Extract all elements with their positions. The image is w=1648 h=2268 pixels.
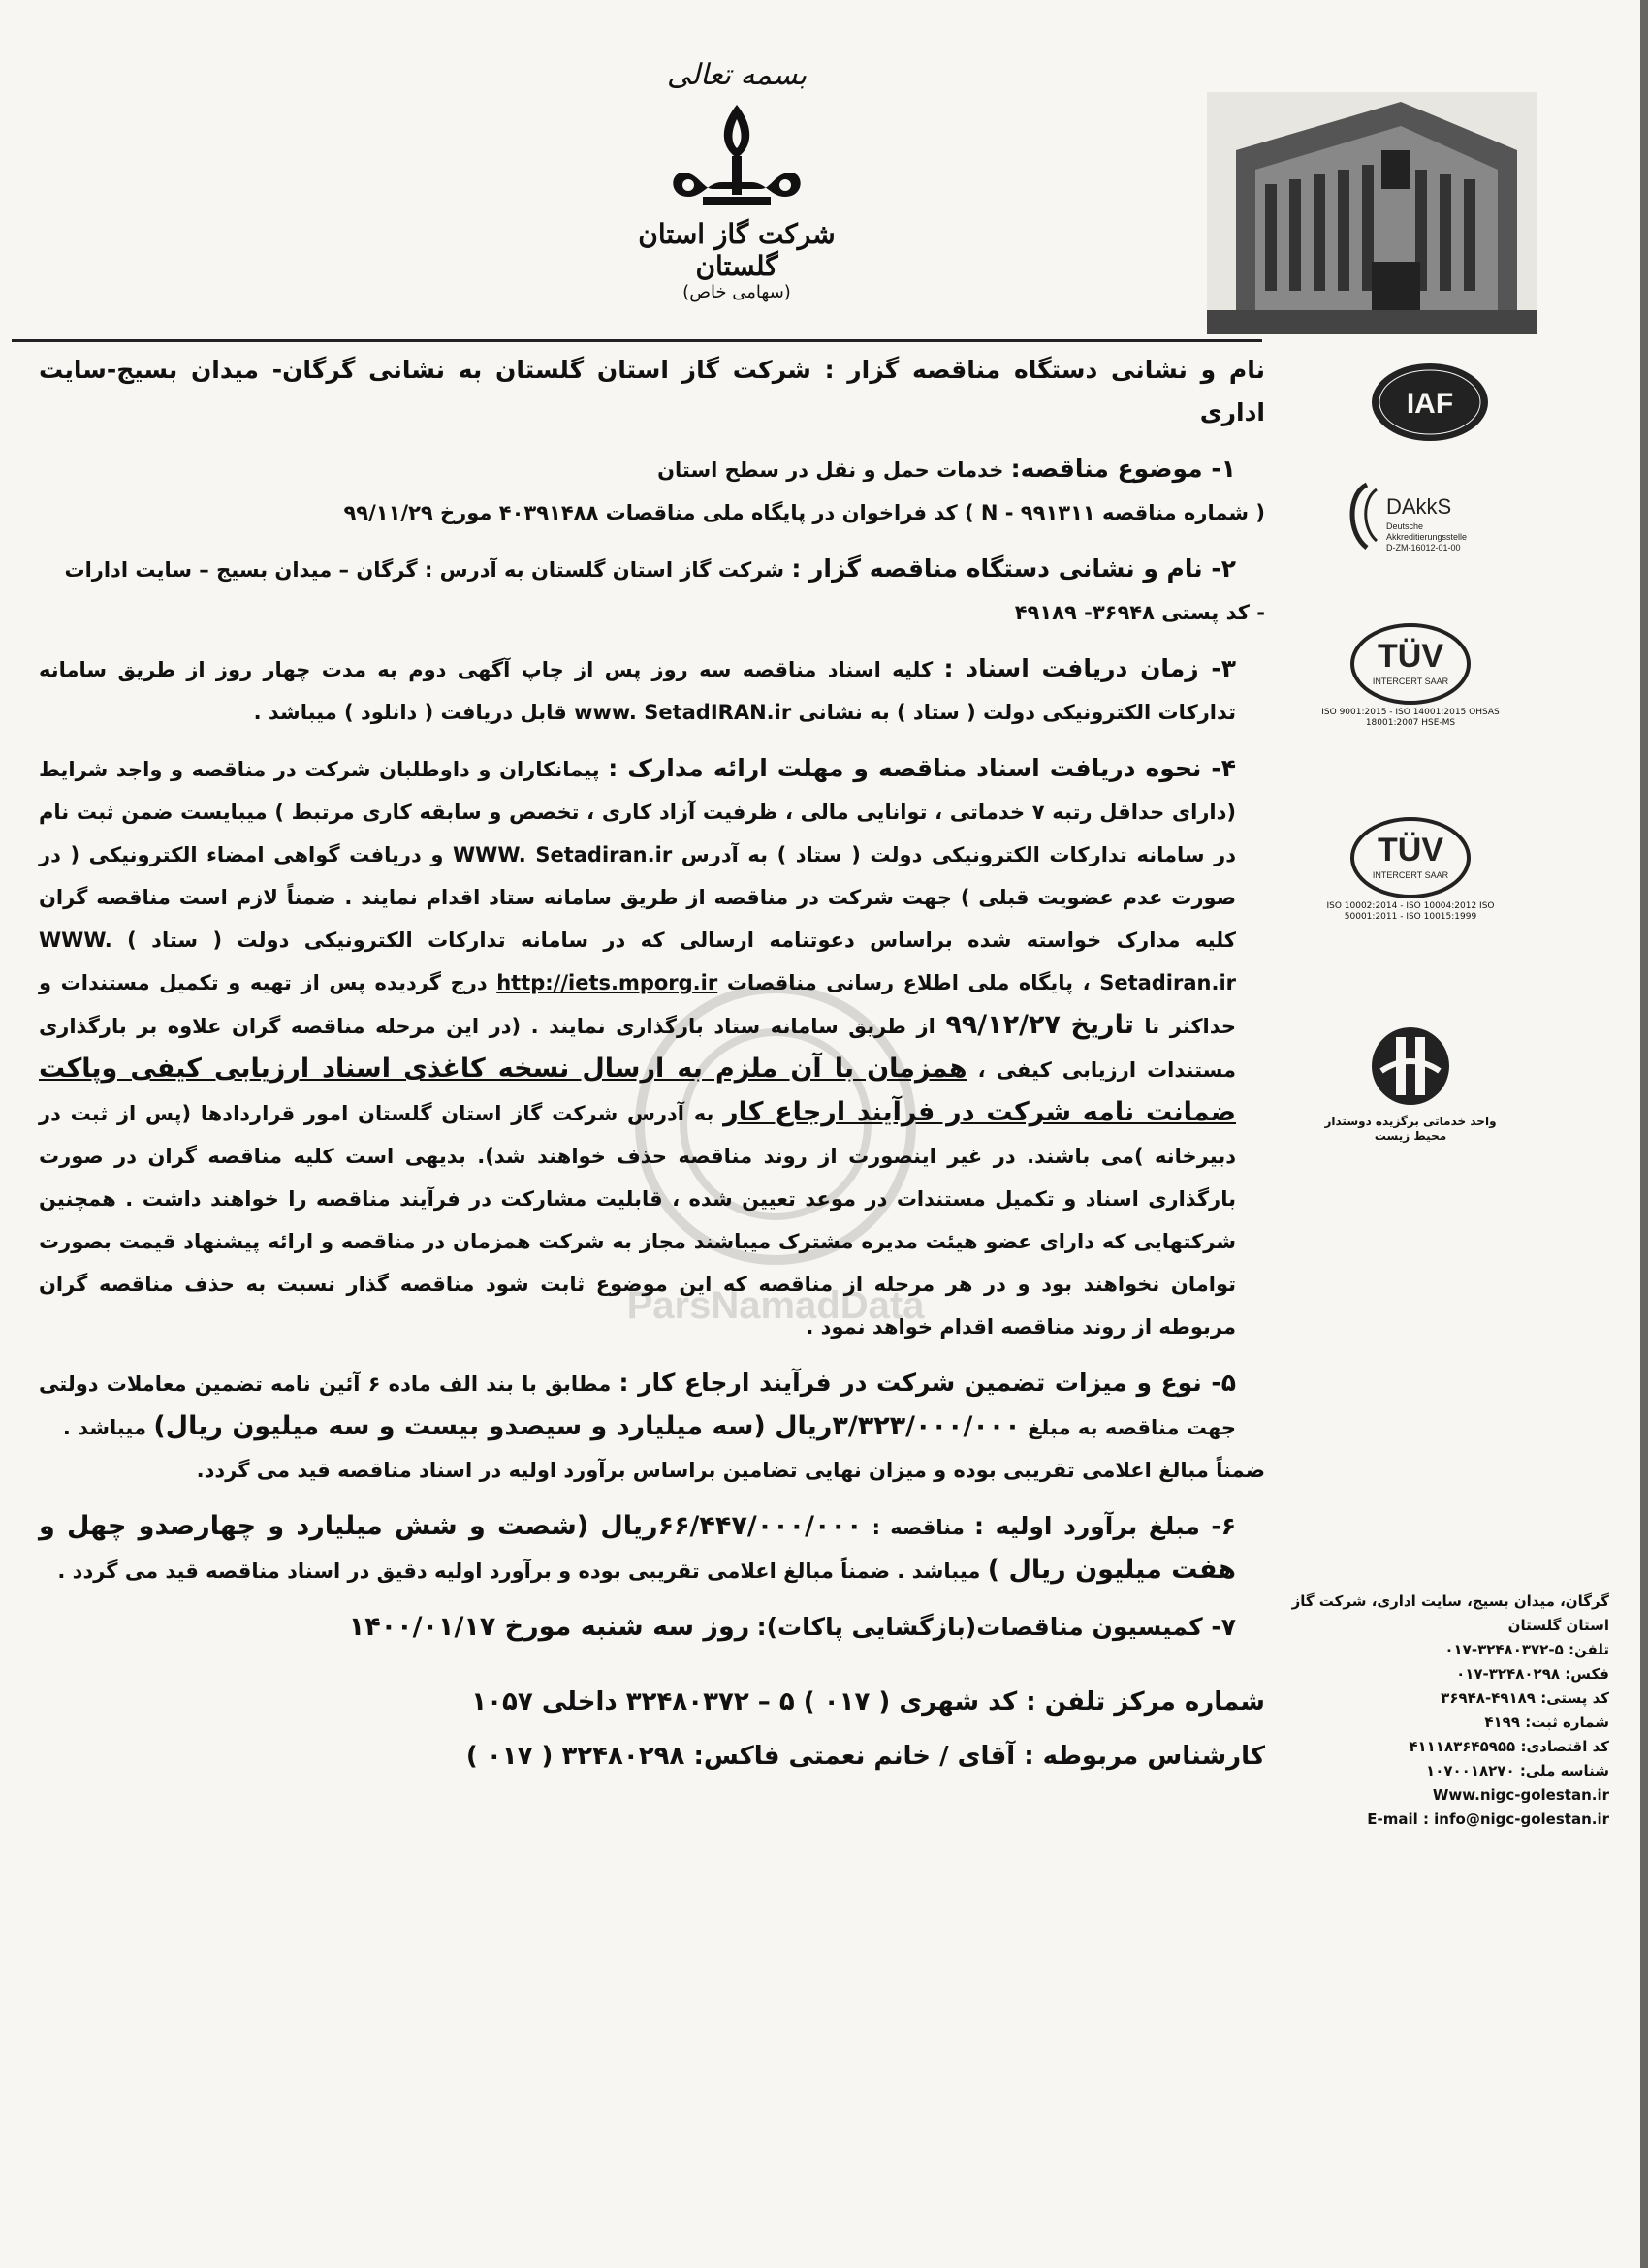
iaf-cert: [1333, 359, 1527, 446]
section-2: [39, 548, 1265, 591]
setadiran-link-2[interactable]: WWW. Setadiran.ir: [453, 843, 673, 866]
environment-friendly-logo-icon: [1362, 1018, 1459, 1115]
section-3-tail: قابل دریافت ( دانلود ) میباشد .: [253, 701, 567, 724]
section-6-text: میباشد . ضمناً مبالغ اعلامی تقریبی بوده و برآورد اولیه دقیق در اسناد مناقصه قید می گردد .: [57, 1559, 981, 1583]
phone-line: شماره مرکز تلفن : کد شهری ( ۰۱۷ ) ۵ – ۳۲۴۸۰۳۷۲ داخلی ۱۰۵۷: [471, 1687, 1265, 1717]
section-4-text-4: درج گردیده پس از تهیه و تکمیل مستندات و حداکثر تا: [39, 971, 1237, 1038]
svg-text:DAkkS: DAkkS: [1386, 494, 1452, 519]
svg-text:Akkreditierungsstelle: Akkreditierungsstelle: [1386, 532, 1468, 542]
section-7: [39, 1606, 1265, 1650]
section-5-tail: میباشد .: [62, 1416, 147, 1439]
section-1: [39, 448, 1265, 491]
contact-website: Www.nigc-golestan.ir: [1432, 1786, 1609, 1804]
company-logo-block: [620, 58, 853, 330]
section-5: [39, 1362, 1265, 1449]
setadiran-link-3[interactable]: WWW. Setadiran.ir: [39, 929, 1237, 994]
section-2-line2: - کد پستی ۳۶۹۴۸- ۴۹۱۸۹: [1014, 601, 1265, 624]
tuv-logo-icon: [1338, 620, 1483, 708]
headquarters-building-photo: [1207, 92, 1537, 334]
svg-text:INTERCERT SAAR: INTERCERT SAAR: [1372, 870, 1449, 880]
commission-date: روز سه شنبه مورخ ۱۴۰۰/۰۱/۱۷: [348, 1612, 750, 1642]
section-4-heading: ۴- نحوه دریافت اسناد مناقصه و مهلت ارائه مدارک :: [608, 754, 1237, 782]
section-5-note: ضمناً مبالغ اعلامی تقریبی بوده و میزان نهایی تضامین براساس برآورد اولیه در اسناد مناقصه قید می گردد.: [196, 1459, 1265, 1482]
deadline-label: تاریخ: [1070, 1010, 1134, 1040]
iaf-logo-icon: [1367, 359, 1493, 446]
basmala: بسمه تعالی: [666, 58, 808, 92]
company-name: شرکت گاز استان گلستان: [638, 218, 836, 282]
section-2-text: شرکت گاز استان گلستان به آدرس : گرگان – میدان بسیج – سایت ادارات: [64, 558, 784, 582]
section-4-text-1: پیمانکاران و داوطلبان شرکت در مناقصه و واجد شرایط (دارای حداقل رتبه ۷ خدماتی ، توانایی مالی ، ظرفیت آزاد کاری ، تخصص و سابقه کاری مرتبط ) میبایست ضمن ثبت نام در سامانه تدارکات الکترونیکی دولت ( ستاد ) به آدرس: [39, 758, 1236, 866]
contact-econ: کد اقتصادی: ۴۱۱۱۸۳۶۴۵۹۵۵: [1409, 1738, 1609, 1755]
header-divider: [12, 339, 1262, 342]
section-4-text-3: ، پایگاه ملی اطلاع رسانی مناقصات: [726, 971, 1091, 994]
dakks-logo-icon: [1343, 475, 1517, 562]
section-6-heading: ۶- مبلغ برآورد اولیه :: [974, 1512, 1236, 1540]
svg-text:TÜV: TÜV: [1378, 638, 1443, 675]
svg-text:INTERCERT SAAR: INTERCERT SAAR: [1372, 677, 1449, 686]
intro-line: نام و نشانی دستگاه مناقصه گزار : شرکت گاز استان گلستان به نشانی گرگان- میدان بسیج-سایت اداری: [39, 356, 1265, 426]
iets-link[interactable]: http://iets.mporg.ir: [496, 971, 718, 994]
tuv-logo-icon: [1338, 814, 1483, 901]
tuv-cert-1-codes: ISO 9001:2015 - ISO 14001:2015 OHSAS 18001:2007 HSE-MS: [1321, 708, 1500, 728]
section-5-text: مطابق با بند الف ماده ۶ آئین نامه تضمین معاملات دولتی جهت مناقصه به مبلغ: [39, 1372, 1236, 1439]
svg-text:D-ZM-16012-01-00: D-ZM-16012-01-00: [1386, 543, 1461, 552]
svg-text:IAF: IAF: [1406, 388, 1454, 420]
section-3-text: کلیه اسناد مناقصه سه روز پس از چاپ آگهی دوم به مدت چهار روز از طریق سامانه تدارکات الکترونیکی دولت ( ستاد ) به نشانی: [39, 658, 1236, 724]
contact-national: شناسه ملی: ۱۰۷۰۰۱۸۲۷۰: [1426, 1762, 1609, 1780]
svg-text:Deutsche: Deutsche: [1386, 521, 1424, 531]
contact-reg: شماره ثبت: ۴۱۹۹: [1484, 1714, 1609, 1731]
tender-notice-body: [39, 349, 1265, 1783]
section-1-line2: ( شماره مناقصه N - ۹۹۱۳۱۱ ) کد فراخوان در پایگاه ملی مناقصات ۴۰۳۹۱۴۸۸ مورخ ۹۹/۱۱/۲۹: [343, 501, 1265, 524]
section-7-heading: ۷- کمیسیون مناقصات(بازگشایی پاکات):: [756, 1613, 1236, 1641]
svg-text:TÜV: TÜV: [1378, 832, 1443, 868]
tuv-cert-1: [1314, 620, 1507, 729]
section-2-heading: ۲- نام و نشانی دستگاه مناقصه گزار :: [791, 554, 1236, 583]
watermark-text: ParsNamadData: [626, 1284, 925, 1327]
section-1-heading: ۱- موضوع مناقصه:: [1010, 455, 1236, 483]
section-1-text: خدمات حمل و نقل در سطح استان: [657, 458, 1004, 482]
certifications-sidebar: [1270, 339, 1629, 2268]
contact-email: E-mail : info@nigc-golestan.ir: [1367, 1811, 1609, 1828]
section-4: [39, 747, 1265, 1348]
section-6: [39, 1505, 1265, 1592]
setadiran-link[interactable]: www. SetadIRAN.ir: [574, 701, 792, 724]
letterhead: [0, 0, 1648, 339]
page-edge: [1640, 0, 1648, 2268]
environment-cert-label: واحد خدماتی برگزیده دوستدار محیط زیست: [1324, 1115, 1497, 1143]
section-4-text-6: به آدرس شرکت گاز استان گلستان امور قراردادها (پس از ثبت در دبیرخانه )می باشند. در غیر اینصورت از روند مناقصه حذف خواهند شد). بدیهی است کلیه مناقصه گران در صورت بارگذاری اسناد و تکمیل مستندات در موعد تعیین شده ، قابلیت مشارکت در فرآیند مناقصه را خواهند داشت . همچنین شرکتهایی که دارای عضو هیئت مدیره مشترک میباشند مجاز به شرکت همزمان در مناقصه و ارائه پیشنهاد قیمت بصورت توامان نخواهند بود و در هر مرحله از مناقصه که این موضوع ثابت شود مناقصه گذار نسبت به حذف مناقصه گران مربوطه از روند مناقصه اقدام خواهد نمود .: [39, 1102, 1236, 1339]
expert-line: کارشناس مربوطه : آقای / خانم نعمتی فاکس: ۳۲۴۸۰۲۹۸ ( ۰۱۷ ): [465, 1742, 1265, 1771]
section-4-text-5: از طریق سامانه ستاد بارگذاری نمایند . (در این مرحله مناقصه گران علاوه بر بارگذاری مستندات ارزیابی کیفی ،: [39, 1015, 1237, 1082]
estimate-amount: ۶۶/۴۴۷/۰۰۰/۰۰۰ریال (شصت و شش میلیارد و چهارصدو چهل و هفت میلیون ریال ): [39, 1511, 1236, 1585]
section-3-heading: ۳- زمان دریافت اسناد :: [943, 654, 1237, 682]
environment-cert: [1314, 1018, 1507, 1144]
deadline-date: ۹۹/۱۲/۲۷: [945, 1010, 1061, 1040]
section-6-label: مناقصه :: [872, 1516, 965, 1539]
section-4-text-2: و دریافت گواهی امضاء الکترونیکی ( در صورت عدم عضویت قبلی ) جهت شرکت در مناقصه از طریق سامانه ستاد اقدام نمایند . ضمناً لازم است مناقصه گران کلیه مدارک خواسته شده براساس دعوتنامه ارسالی که در سامانه تدارکات الکترونیکی دولت ( ستاد ): [39, 843, 1237, 952]
contact-fax: فکس: ۳۲۴۸۰۲۹۸-۰۱۷: [1456, 1665, 1609, 1683]
tuv-cert-2: [1314, 814, 1507, 923]
dakks-cert: [1333, 475, 1527, 562]
paper-submission-note: همزمان با آن ملزم به ارسال نسخه کاغذی اسناد ارزیابی کیفی وپاکت ضمانت نامه شرکت در فرآیند ارجاع کار: [39, 1054, 1237, 1127]
contact-postal: کد پستی: ۴۹۱۸۹-۳۶۹۴۸: [1441, 1689, 1609, 1707]
company-type: (سهامی خاص): [682, 282, 791, 302]
contact-info: [1289, 1590, 1609, 1832]
contact-address: گرگان، میدان بسیج، سایت اداری، شرکت گاز استان گلستان: [1291, 1592, 1609, 1634]
nigc-flame-logo-icon: [664, 100, 809, 216]
section-5-heading: ۵- نوع و میزات تضمین شرکت در فرآیند ارجاع کار :: [618, 1369, 1236, 1397]
tuv-cert-2-codes: ISO 10002:2014 - ISO 10004:2012 ISO 50001:2011 - ISO 10015:1999: [1326, 901, 1495, 922]
contact-phone: تلفن: ۵-۳۲۴۸۰۳۷۲-۰۱۷: [1444, 1641, 1609, 1658]
section-3: [39, 647, 1265, 734]
guarantee-amount: ۳/۳۲۳/۰۰۰/۰۰۰ریال (سه میلیارد و سیصدو بیست و سه میلیون ریال): [153, 1411, 1021, 1441]
